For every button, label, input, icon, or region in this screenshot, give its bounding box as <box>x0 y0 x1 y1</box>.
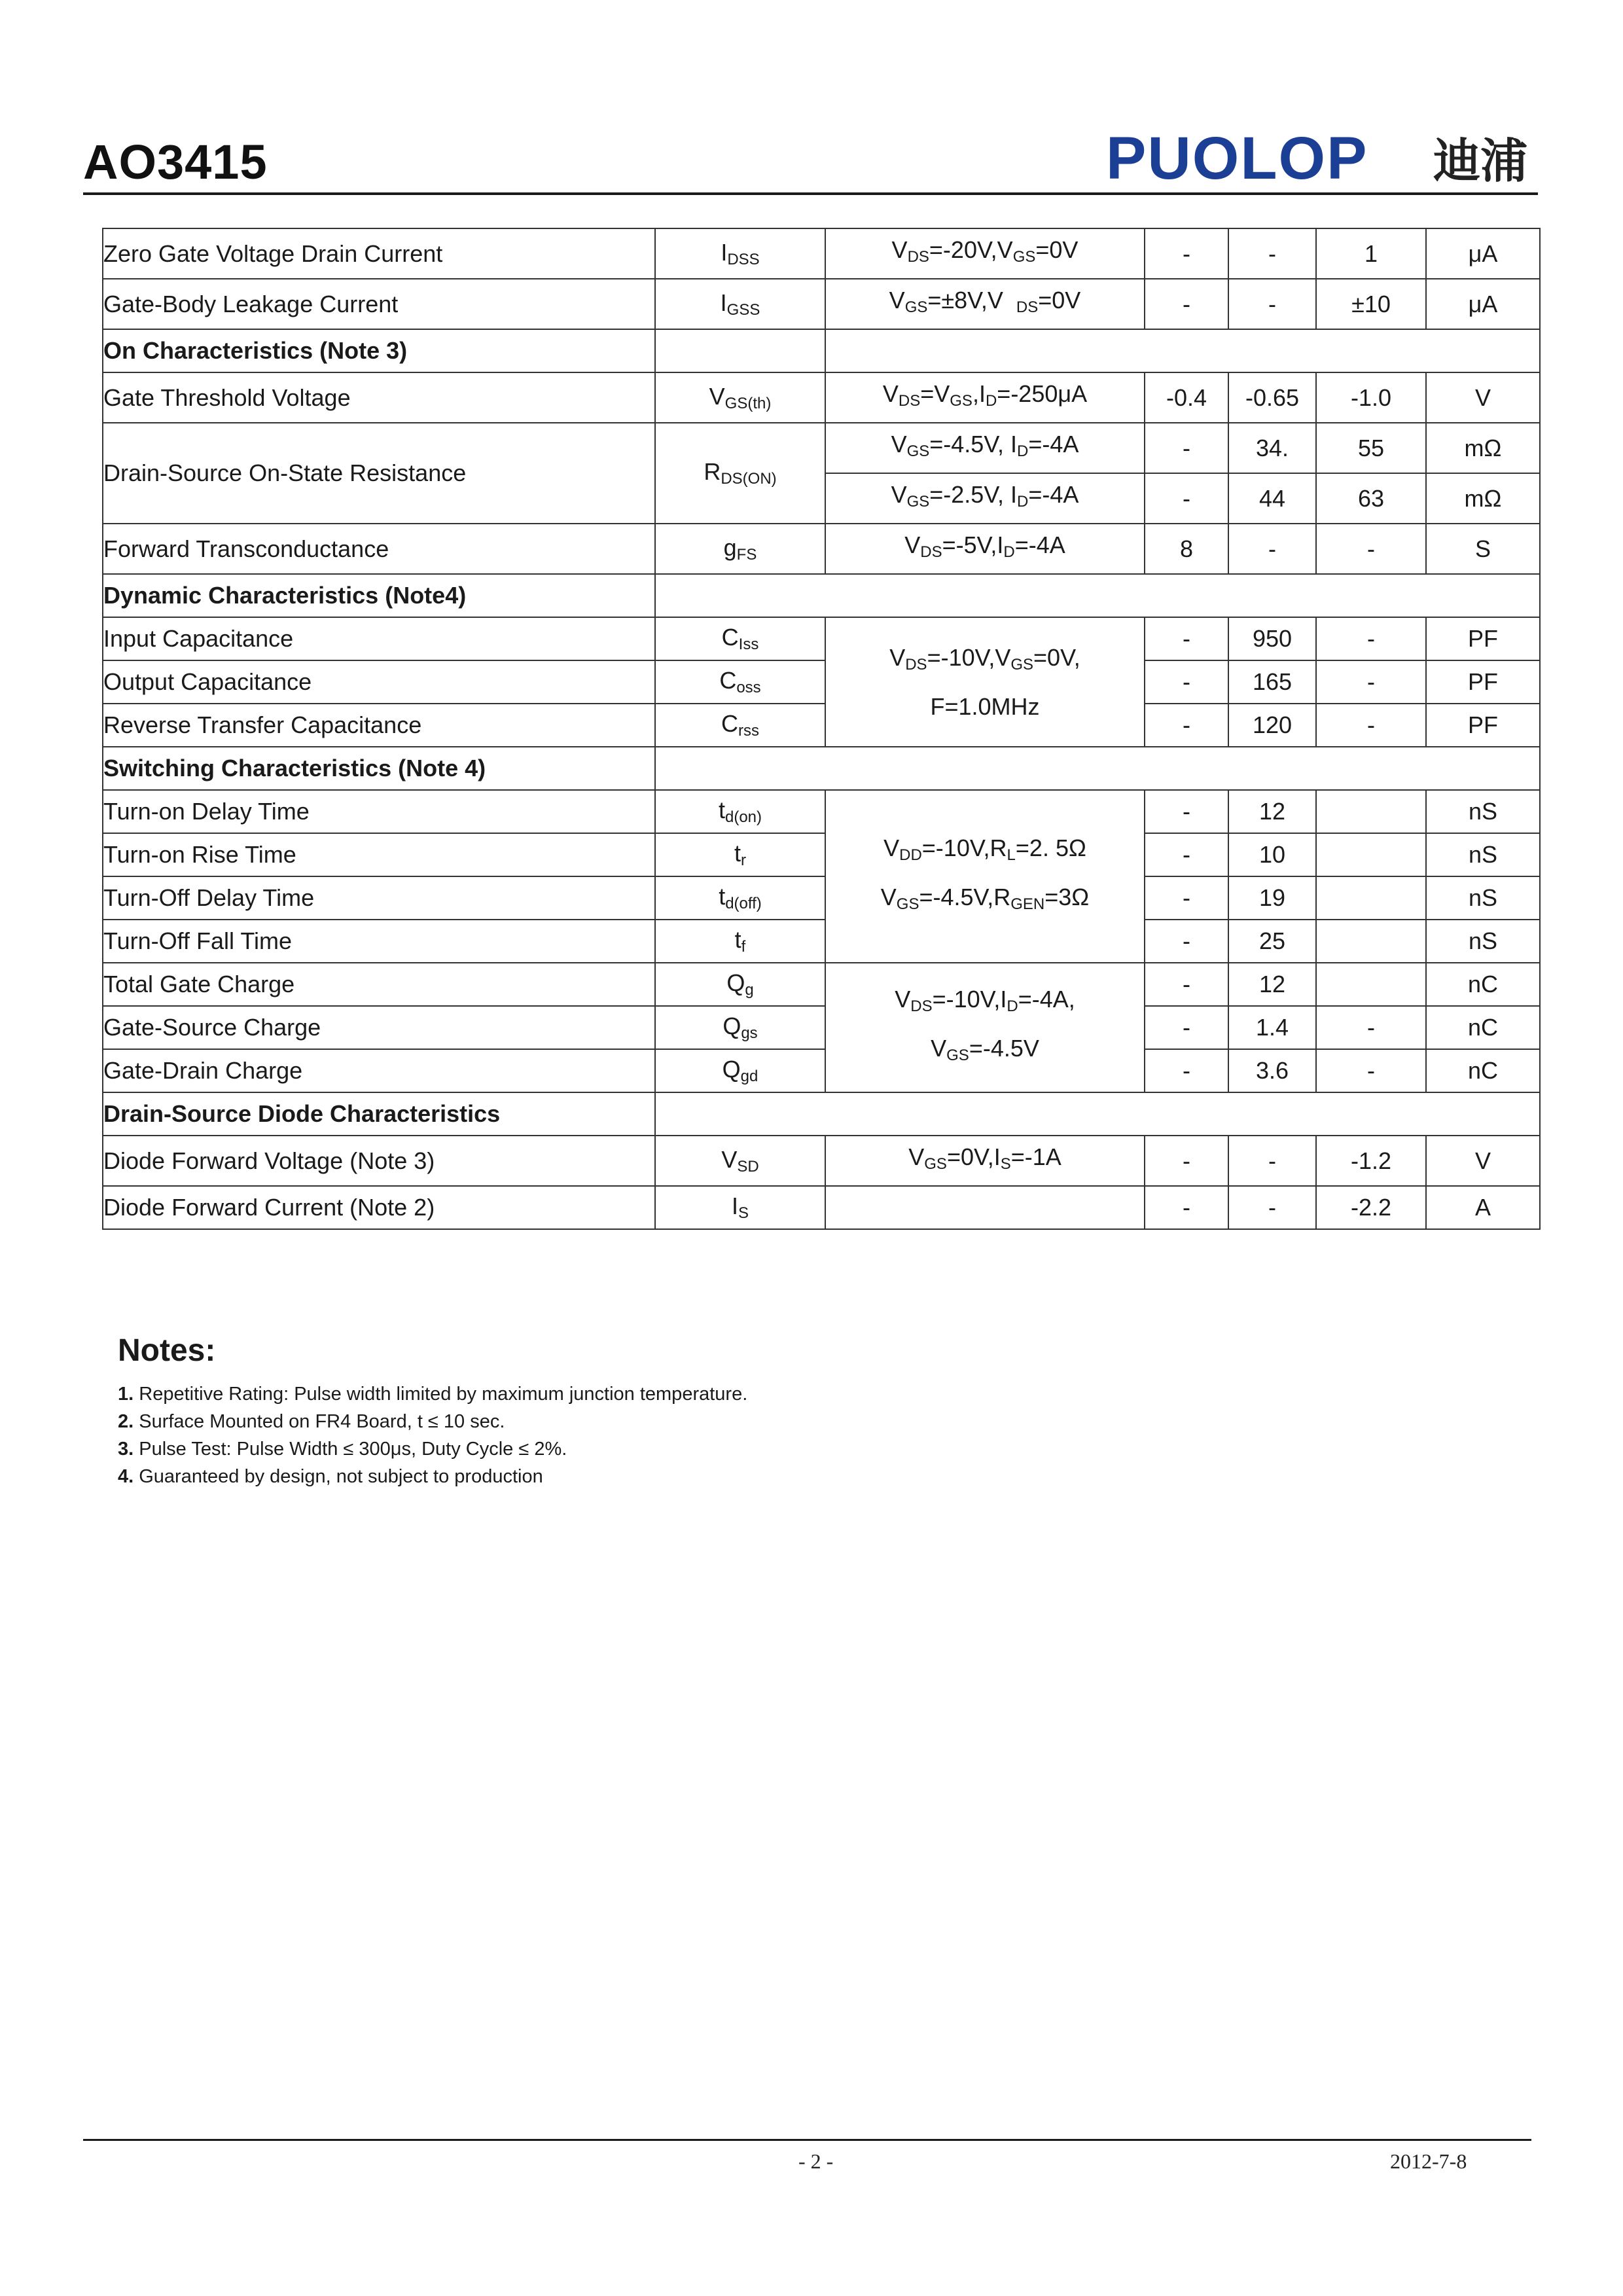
min-cell: - <box>1145 473 1228 524</box>
symbol-cell: $I_{GSS}$ <box>655 279 825 329</box>
symbol-cell: $Q_{gs}$ <box>655 1006 825 1049</box>
param-cell: Gate-Body Leakage Current <box>103 279 655 329</box>
section-title: Drain-Source Diode Characteristics <box>103 1092 655 1136</box>
condition-cell: $V_{GS}=-4.5V$, $I_D=-4A$ <box>825 423 1145 473</box>
empty-cell <box>825 329 1540 372</box>
param-cell: Gate-Source Charge <box>103 1006 655 1049</box>
param-cell: Output Capacitance <box>103 660 655 704</box>
table-row <box>103 1186 1540 1229</box>
footer-rule <box>83 2139 1531 2141</box>
unit-cell: PF <box>1426 660 1540 704</box>
table-row <box>103 876 1540 920</box>
notes-section <box>118 1333 747 1490</box>
param-cell: Forward Transconductance <box>103 524 655 574</box>
min-cell: - <box>1145 279 1228 329</box>
unit-cell: PF <box>1426 617 1540 660</box>
brand-name: PUOLOP <box>1106 128 1368 187</box>
max-cell: - <box>1316 660 1426 704</box>
typ-cell: - <box>1228 1136 1316 1186</box>
typ-cell: 165 <box>1228 660 1316 704</box>
part-number: AO3415 <box>83 135 268 189</box>
note-item: 2. Surface Mounted on FR4 Board, t ≤ 10 sec. <box>118 1411 505 1432</box>
max-cell <box>1316 833 1426 876</box>
min-cell: - <box>1145 790 1228 833</box>
table-row <box>103 279 1540 329</box>
min-cell: - <box>1145 660 1228 704</box>
notes-title: Notes: <box>118 1333 216 1368</box>
condition-cell <box>825 1186 1145 1229</box>
max-cell: ±10 <box>1316 279 1426 329</box>
symbol-cell: $g_{FS}$ <box>655 524 825 574</box>
max-cell: -1.0 <box>1316 372 1426 423</box>
empty-cell <box>655 574 1540 617</box>
symbol-cell: $t_r$ <box>655 833 825 876</box>
min-cell: - <box>1145 963 1228 1006</box>
param-cell: Drain-Source On-State Resistance <box>103 423 655 524</box>
param-cell: Reverse Transfer Capacitance <box>103 704 655 747</box>
max-cell: 1 <box>1316 228 1426 279</box>
header-rule <box>83 192 1538 195</box>
condition-cell: $V_{DS}=V_{GS},I_D=-250\mu A$ <box>825 372 1145 423</box>
max-cell: - <box>1316 704 1426 747</box>
min-cell: - <box>1145 423 1228 473</box>
unit-cell: V <box>1426 1136 1540 1186</box>
condition-cell: $V_{GS}=0V,I_S=-1A$ <box>825 1136 1145 1186</box>
symbol-cell: $Q_g$ <box>655 963 825 1006</box>
min-cell: - <box>1145 833 1228 876</box>
min-cell: - <box>1145 876 1228 920</box>
empty-cell <box>655 1092 1540 1136</box>
param-cell: Zero Gate Voltage Drain Current <box>103 228 655 279</box>
unit-cell: μA <box>1426 279 1540 329</box>
min-cell: - <box>1145 228 1228 279</box>
unit-cell: nS <box>1426 876 1540 920</box>
table-row <box>103 920 1540 963</box>
section-row <box>103 1092 1540 1136</box>
param-cell: Diode Forward Current (Note 2) <box>103 1186 655 1229</box>
max-cell: - <box>1316 1006 1426 1049</box>
typ-cell: - <box>1228 1186 1316 1229</box>
max-cell: 63 <box>1316 473 1426 524</box>
table-row <box>103 833 1540 876</box>
min-cell: - <box>1145 1186 1228 1229</box>
typ-cell: 34. <box>1228 423 1316 473</box>
min-cell: - <box>1145 1006 1228 1049</box>
param-cell: Gate Threshold Voltage <box>103 372 655 423</box>
param-cell: Turn-Off Delay Time <box>103 876 655 920</box>
param-cell: Input Capacitance <box>103 617 655 660</box>
condition-cell: $V_{DS}=-5V,I_D=-4A$ <box>825 524 1145 574</box>
symbol-cell: $t_{d(on)}$ <box>655 790 825 833</box>
param-cell: Gate-Drain Charge <box>103 1049 655 1092</box>
max-cell: -2.2 <box>1316 1186 1426 1229</box>
table-row <box>103 1136 1540 1186</box>
note-item: 1. Repetitive Rating: Pulse width limited by maximum junction temperature. <box>118 1384 748 1405</box>
unit-cell: μA <box>1426 228 1540 279</box>
brand-name-cn: 迪浦 <box>1433 134 1528 187</box>
condition-cell: $V_{DS}=-10V,I_D=-4A$, $V_{GS}=-4.5V$ <box>825 963 1145 1092</box>
param-cell: Diode Forward Voltage (Note 3) <box>103 1136 655 1186</box>
section-title: Switching Characteristics (Note 4) <box>103 747 655 790</box>
unit-cell: mΩ <box>1426 473 1540 524</box>
symbol-cell: $I_{DSS}$ <box>655 228 825 279</box>
typ-cell: 950 <box>1228 617 1316 660</box>
page-number: - 2 - <box>798 2149 834 2173</box>
typ-cell: 120 <box>1228 704 1316 747</box>
symbol-cell: $C_{Iss}$ <box>655 617 825 660</box>
max-cell: 55 <box>1316 423 1426 473</box>
min-cell: 8 <box>1145 524 1228 574</box>
unit-cell: nS <box>1426 833 1540 876</box>
condition-cell: $V_{GS}=\pm 8V,V$ $_{DS}$=0V <box>825 279 1145 329</box>
section-row <box>103 329 1540 372</box>
typ-cell: 12 <box>1228 790 1316 833</box>
table-row <box>103 963 1540 1006</box>
max-cell: -1.2 <box>1316 1136 1426 1186</box>
symbol-cell: $t_f$ <box>655 920 825 963</box>
section-title: Dynamic Characteristics (Note4) <box>103 574 655 617</box>
max-cell <box>1316 920 1426 963</box>
empty-cell <box>655 747 1540 790</box>
symbol-cell: $C_{rss}$ <box>655 704 825 747</box>
typ-cell: 19 <box>1228 876 1316 920</box>
unit-cell: mΩ <box>1426 423 1540 473</box>
condition-cell: $V_{DD}=-10V,R_L=2$. 5Ω $V_{GS}=-4.5V,R_{GEN}=3\Omega$ <box>825 790 1145 963</box>
symbol-cell: $I_S$ <box>655 1186 825 1229</box>
table-row <box>103 704 1540 747</box>
symbol-cell: $V_{GS(th)}$ <box>655 372 825 423</box>
symbol-cell: $R_{DS(ON)}$ <box>655 423 825 524</box>
typ-cell: 1.4 <box>1228 1006 1316 1049</box>
param-cell: Total Gate Charge <box>103 963 655 1006</box>
typ-cell: 3.6 <box>1228 1049 1316 1092</box>
max-cell: - <box>1316 524 1426 574</box>
max-cell: - <box>1316 1049 1426 1092</box>
symbol-cell: $t_{d(off)}$ <box>655 876 825 920</box>
min-cell: -0.4 <box>1145 372 1228 423</box>
table-row <box>103 423 1540 473</box>
unit-cell: nS <box>1426 790 1540 833</box>
symbol-cell: $Q_{gd}$ <box>655 1049 825 1092</box>
param-cell: Turn-on Rise Time <box>103 833 655 876</box>
typ-cell: 44 <box>1228 473 1316 524</box>
unit-cell: S <box>1426 524 1540 574</box>
typ-cell: - <box>1228 228 1316 279</box>
min-cell: - <box>1145 920 1228 963</box>
typ-cell: -0.65 <box>1228 372 1316 423</box>
symbol-cell: $V_{SD}$ <box>655 1136 825 1186</box>
empty-cell <box>655 329 825 372</box>
table-row <box>103 228 1540 279</box>
table-row <box>103 660 1540 704</box>
unit-cell: V <box>1426 372 1540 423</box>
condition-cell: $V_{DS}=-20V,V_{GS}=0V$ <box>825 228 1145 279</box>
typ-cell: 10 <box>1228 833 1316 876</box>
brand-logo <box>1106 128 1538 187</box>
unit-cell: nS <box>1426 920 1540 963</box>
section-title: On Characteristics (Note 3) <box>103 329 655 372</box>
max-cell <box>1316 790 1426 833</box>
section-row <box>103 747 1540 790</box>
table-row <box>103 1006 1540 1049</box>
table-row <box>103 790 1540 833</box>
unit-cell: PF <box>1426 704 1540 747</box>
param-cell: Turn-Off Fall Time <box>103 920 655 963</box>
footer-date: 2012-7-8 <box>1390 2149 1467 2173</box>
electrical-characteristics-table <box>102 228 1541 1230</box>
table-row <box>103 524 1540 574</box>
min-cell: - <box>1145 617 1228 660</box>
max-cell <box>1316 963 1426 1006</box>
max-cell: - <box>1316 617 1426 660</box>
unit-cell: nC <box>1426 963 1540 1006</box>
min-cell: - <box>1145 704 1228 747</box>
table-row <box>103 617 1540 660</box>
max-cell <box>1316 876 1426 920</box>
table-row <box>103 372 1540 423</box>
min-cell: - <box>1145 1049 1228 1092</box>
note-item: 4. Guaranteed by design, not subject to production <box>118 1466 543 1487</box>
typ-cell: - <box>1228 524 1316 574</box>
min-cell: - <box>1145 1136 1228 1186</box>
condition-cell: $V_{DS}=-10V,V_{GS}=0V$, F=1.0MHz <box>825 617 1145 747</box>
typ-cell: 25 <box>1228 920 1316 963</box>
typ-cell: 12 <box>1228 963 1316 1006</box>
section-row <box>103 574 1540 617</box>
unit-cell: nC <box>1426 1049 1540 1092</box>
note-item: 3. Pulse Test: Pulse Width ≤ 300μs, Duty Cycle ≤ 2%. <box>118 1439 567 1460</box>
symbol-cell: $C_{oss}$ <box>655 660 825 704</box>
table-row <box>103 1049 1540 1092</box>
unit-cell: A <box>1426 1186 1540 1229</box>
typ-cell: - <box>1228 279 1316 329</box>
condition-cell: $V_{GS}=-2.5V$, $I_D=-4A$ <box>825 473 1145 524</box>
unit-cell: nC <box>1426 1006 1540 1049</box>
param-cell: Turn-on Delay Time <box>103 790 655 833</box>
